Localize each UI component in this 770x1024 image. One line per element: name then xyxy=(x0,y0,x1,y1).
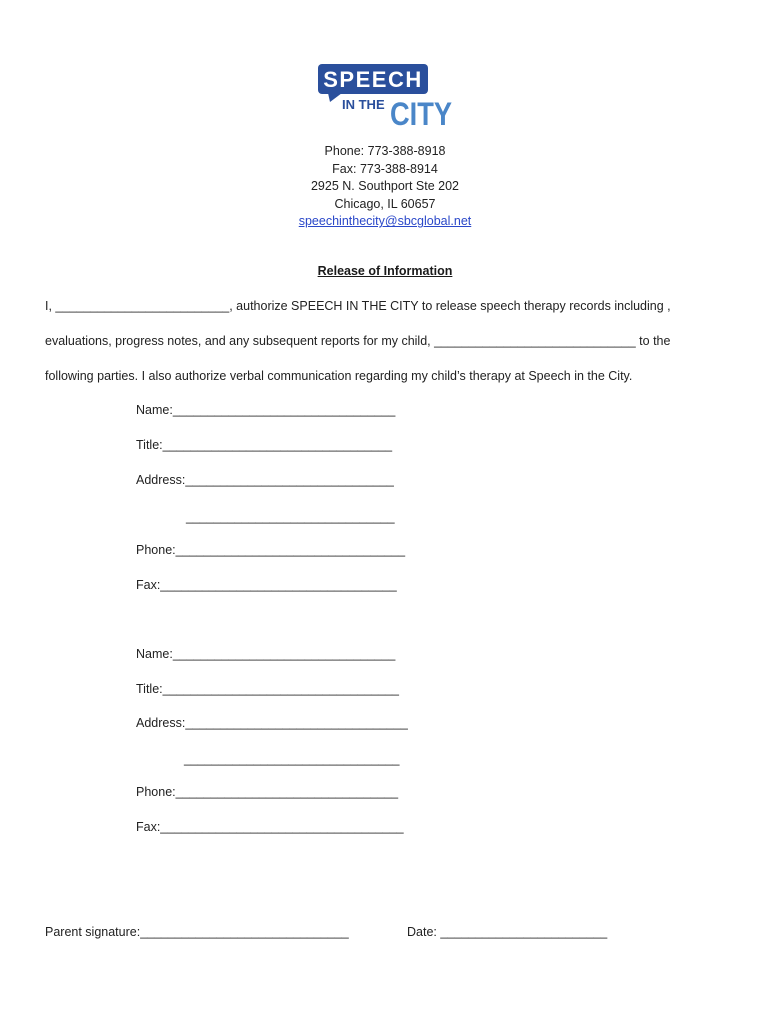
party1-address-field[interactable]: Address:______________________________ xyxy=(136,473,394,487)
party2-fax-field[interactable]: Fax:___________________________________ xyxy=(136,820,404,834)
logo-in-the-text: IN THE xyxy=(342,97,385,112)
authorization-line-2: evaluations, progress notes, and any subsequent reports for my child, _____________________________ to the xyxy=(45,334,671,348)
party1-address-line2-field[interactable]: ______________________________ xyxy=(186,510,395,524)
authorization-line-3: following parties. I also authorize verbal communication regarding my child’s therapy at Speech in the City. xyxy=(45,369,633,383)
party1-name-field[interactable]: Name:________________________________ xyxy=(136,403,396,417)
party1-fax-field[interactable]: Fax:__________________________________ xyxy=(136,578,397,592)
speech-in-the-city-logo xyxy=(316,62,456,128)
contact-address-line1: 2925 N. Southport Ste 202 xyxy=(310,179,460,194)
authorization-line-1: I, _________________________, authorize SPEECH IN THE CITY to release speech therapy records including , xyxy=(45,299,671,313)
parent-signature-field[interactable]: Parent signature:______________________________ xyxy=(45,925,349,939)
party2-title-field[interactable]: Title:__________________________________ xyxy=(136,682,399,696)
contact-fax: Fax: 773-388-8914 xyxy=(332,161,438,176)
contact-phone: Phone: 773-388-8918 xyxy=(324,144,446,158)
party2-name-field[interactable]: Name:________________________________ xyxy=(136,647,396,661)
contact-block xyxy=(0,143,770,231)
party1-title-field[interactable]: Title:_________________________________ xyxy=(136,438,393,452)
party1-phone-field[interactable]: Phone:_________________________________ xyxy=(136,543,406,557)
contact-email-link[interactable]: speechinthecity@sbcglobal.net xyxy=(298,214,472,229)
logo-city-text: CITY xyxy=(390,96,452,128)
signature-date-field[interactable]: Date: ________________________ xyxy=(407,925,608,939)
document-title: Release of Information xyxy=(317,264,453,278)
logo-speech-text: SPEECH xyxy=(323,67,423,92)
party2-address-line2-field[interactable]: _______________________________ xyxy=(184,752,400,766)
contact-address-line2: Chicago, IL 60657 xyxy=(334,196,436,211)
party2-address-field[interactable]: Address:________________________________ xyxy=(136,716,408,730)
party2-phone-field[interactable]: Phone:________________________________ xyxy=(136,785,399,799)
